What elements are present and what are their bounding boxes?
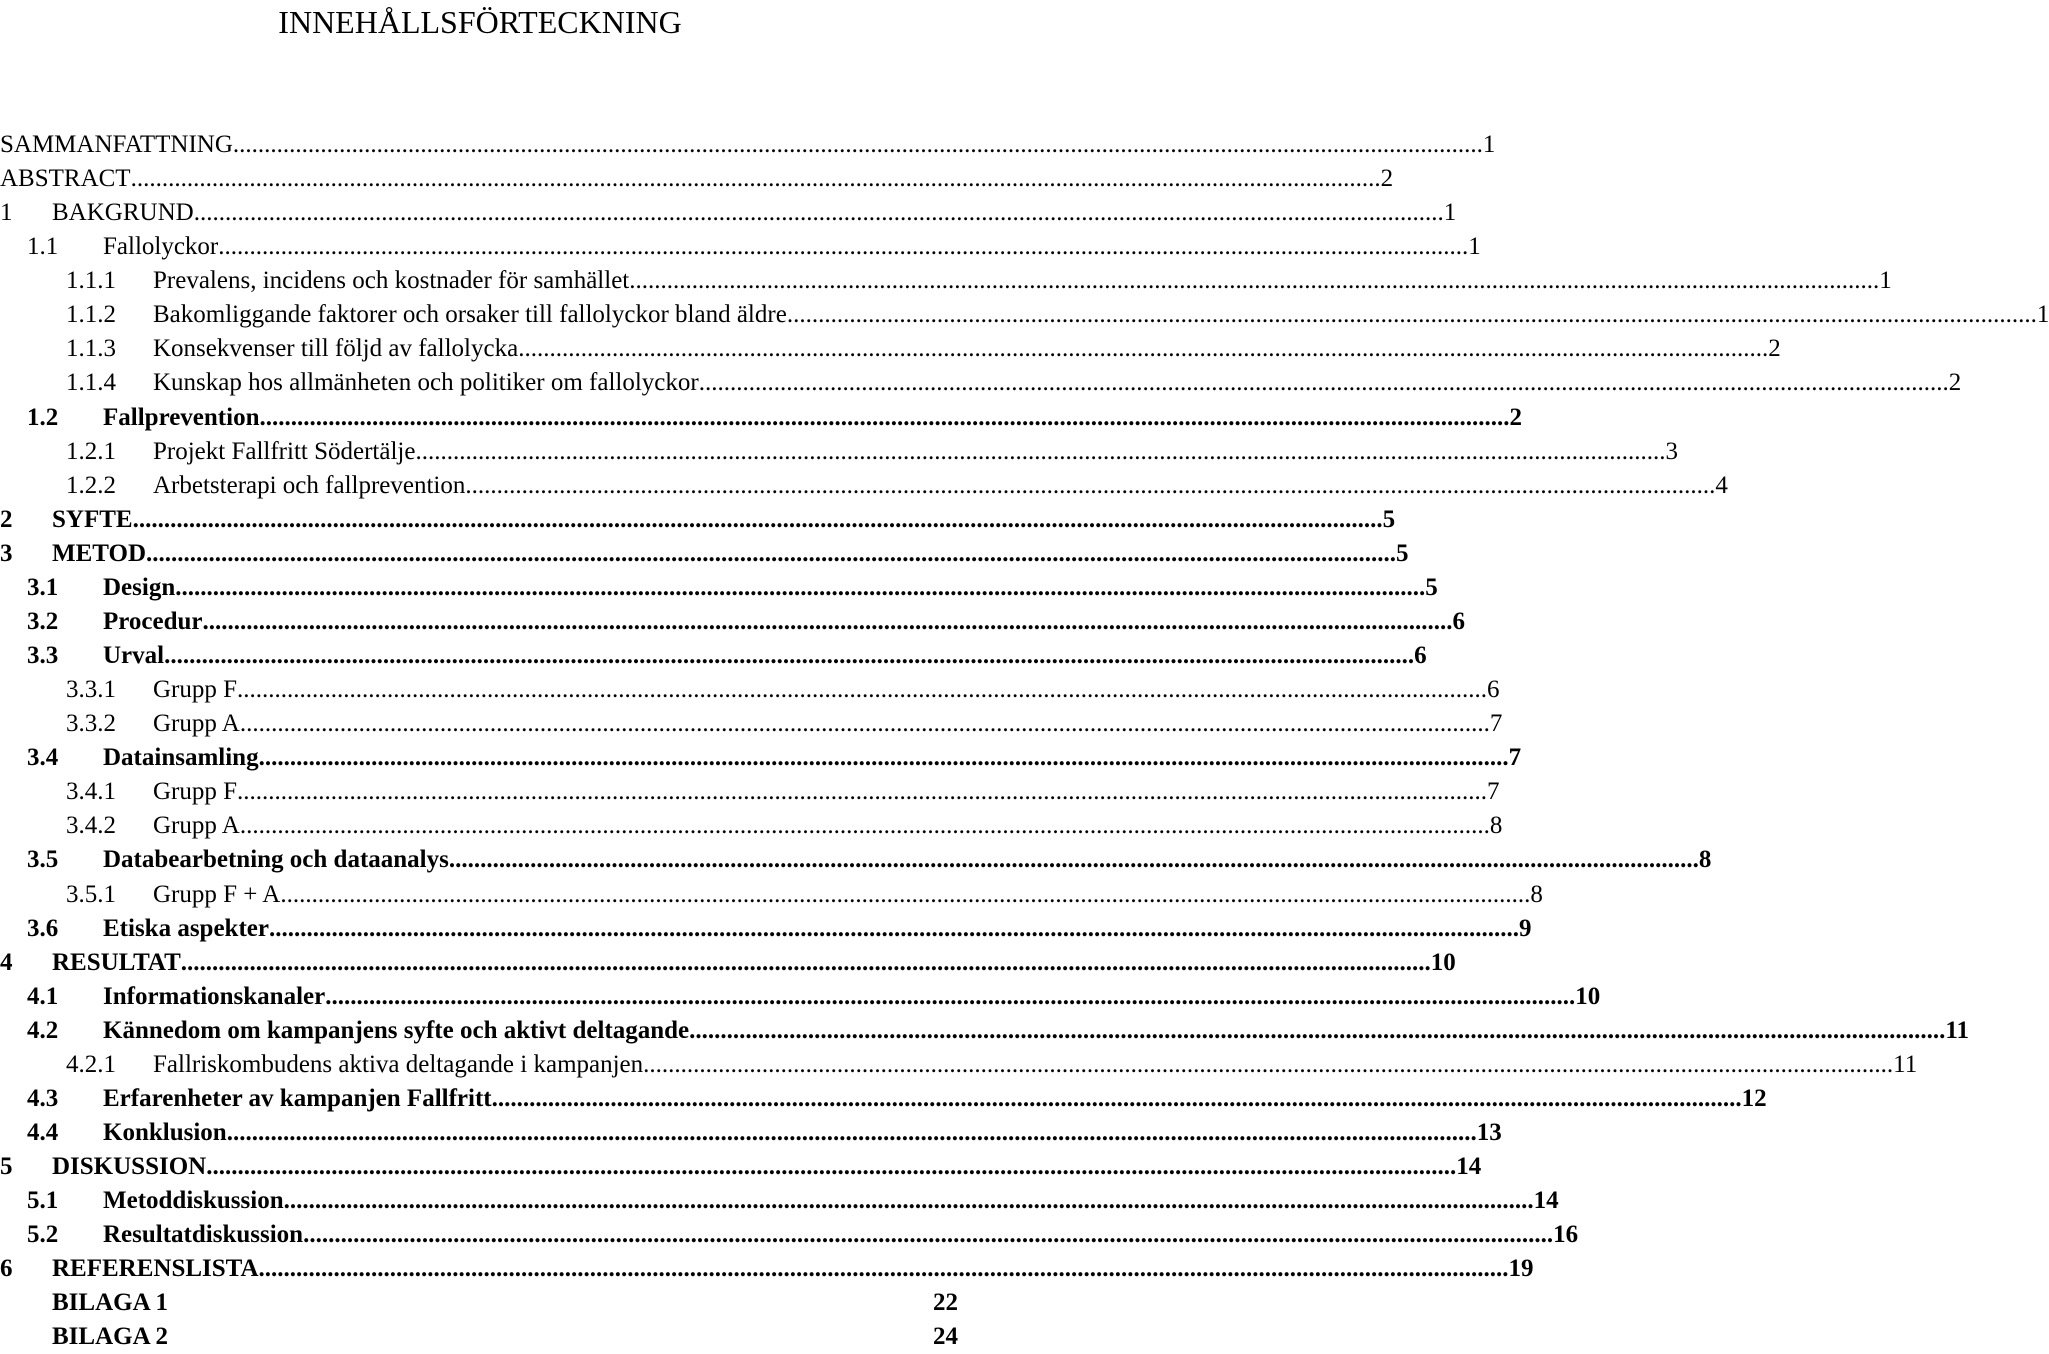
toc-entry[interactable] xyxy=(0,1184,1559,1218)
leader-dots: ........................................................................................................................................................................................................ xyxy=(258,744,1509,772)
toc-entry[interactable] xyxy=(0,230,1481,264)
toc-entry-page-number: 8 xyxy=(1530,878,1543,912)
toc-entry-number: 3.6 xyxy=(27,914,59,942)
toc-entry-number: 6 xyxy=(0,1255,13,1283)
toc-entry-number: 5.2 xyxy=(27,1221,59,1249)
toc-entry[interactable] xyxy=(0,128,1496,162)
toc-entry-page-number: 2 xyxy=(1381,162,1394,196)
toc-entry-page-number: 8 xyxy=(1490,809,1503,843)
toc-entry-page-number: 9 xyxy=(1519,912,1532,946)
toc-entry-number: 1.1.1 xyxy=(66,267,116,295)
toc-entry-page-number: 24 xyxy=(933,1320,958,1354)
toc-entry-number: 1.1 xyxy=(27,233,59,261)
toc-entry-title: Konsekvenser till följd av fallolycka xyxy=(153,332,518,366)
toc-entry[interactable] xyxy=(0,537,1409,571)
toc-entry-title: Informationskanaler xyxy=(103,980,325,1014)
leader-dots: ........................................................................................................................................................................................................ xyxy=(218,233,1469,261)
leader-dots: ........................................................................................................................................................................................................ xyxy=(695,1016,1946,1044)
leader-dots: ........................................................................................................................................................................................................ xyxy=(239,710,1490,738)
toc-entry-number: 4 xyxy=(0,948,13,976)
toc-entry[interactable] xyxy=(0,741,1522,775)
toc-entry[interactable] xyxy=(0,946,1456,980)
toc-entry-number: 1 xyxy=(0,199,13,227)
leader-dots: ........................................................................................................................................................................................................ xyxy=(258,1255,1509,1283)
toc-entry-page-number: 3 xyxy=(1665,435,1678,469)
leader-dots: ........................................................................................................................................................................................................ xyxy=(643,1050,1894,1078)
toc-entry-title: BAKGRUND xyxy=(52,196,194,230)
toc-entry-page-number: 1 xyxy=(2037,298,2049,332)
toc-entry-page-number: 1 xyxy=(1483,128,1496,162)
leader-dots: ........................................................................................................................................................................................................ xyxy=(226,1119,1477,1147)
toc-entry-title: SYFTE xyxy=(52,503,133,537)
toc-entry-title: Procedur xyxy=(103,605,203,639)
leader-dots: ........................................................................................................................................................................................................ xyxy=(206,1153,1457,1181)
toc-entry-page-number: 16 xyxy=(1553,1218,1578,1252)
toc-entry-page-number: 19 xyxy=(1509,1252,1534,1286)
toc-entry-title: RESULTAT xyxy=(52,946,181,980)
toc-entry-title: BILAGA 2 xyxy=(52,1320,168,1354)
toc-entry[interactable] xyxy=(0,878,1543,912)
toc-entry-page-number: 6 xyxy=(1487,673,1500,707)
toc-entry-title: Projekt Fallfritt Södertälje xyxy=(153,435,415,469)
toc-entry-page-number: 7 xyxy=(1487,775,1500,809)
leader-dots: ........................................................................................................................................................................................................ xyxy=(132,505,1383,533)
toc-entry-title: SAMMANFATTNING xyxy=(0,128,233,162)
toc-entry-title: Resultatdiskussion xyxy=(103,1218,303,1252)
toc-entry[interactable] xyxy=(0,1252,1534,1286)
leader-dots: ........................................................................................................................................................................................................ xyxy=(280,880,1531,908)
toc-entry[interactable] xyxy=(0,435,1678,469)
leader-dots: ........................................................................................................................................................................................................ xyxy=(698,369,1949,397)
toc-entry-title: Grupp F xyxy=(153,775,237,809)
toc-entry-page-number: 11 xyxy=(1893,1048,1917,1082)
toc-entry-page-number: 6 xyxy=(1414,639,1427,673)
toc-entry-page-number: 5 xyxy=(1383,503,1396,537)
toc-entry-page-number: 10 xyxy=(1575,980,1600,1014)
toc-entry-page-number: 2 xyxy=(1949,366,1962,400)
toc-entry-title: Kunskap hos allmänheten och politiker om fallolyckor xyxy=(153,366,699,400)
toc-entry[interactable] xyxy=(0,571,1438,605)
toc-entry-number: 3 xyxy=(0,539,13,567)
toc-entry-title: BILAGA 1 xyxy=(52,1286,168,1320)
toc-entry-page-number: 14 xyxy=(1534,1184,1559,1218)
toc-entry-number: 4.3 xyxy=(27,1084,59,1112)
toc-entry-page-number: 2 xyxy=(1768,332,1781,366)
toc-entry-number: 3.3 xyxy=(27,642,59,670)
toc-entry-page-number: 4 xyxy=(1715,469,1728,503)
toc-entry-title: Fallprevention xyxy=(103,401,259,435)
toc-entry-page-number: 7 xyxy=(1509,741,1522,775)
leader-dots: ........................................................................................................................................................................................................ xyxy=(283,1187,1534,1215)
toc-entry-number: 5 xyxy=(0,1153,13,1181)
toc-entry[interactable] xyxy=(0,775,1500,809)
toc-entry[interactable] xyxy=(0,1218,1579,1252)
leader-dots: ........................................................................................................................................................................................................ xyxy=(237,778,1488,806)
toc-entry[interactable] xyxy=(0,469,1728,503)
toc-entry-title: Metoddiskussion xyxy=(103,1184,284,1218)
toc-entry-title: REFERENSLISTA xyxy=(52,1252,259,1286)
toc-entry-number: 3.3.1 xyxy=(66,676,116,704)
toc-entry-title: Arbetsterapi och fallprevention xyxy=(153,469,465,503)
page-title: INNEHÅLLSFÖRTECKNING xyxy=(278,4,682,40)
toc-entry-number: 3.4.1 xyxy=(66,778,116,806)
toc-entry[interactable] xyxy=(0,843,1712,877)
toc-entry-page-number: 7 xyxy=(1490,707,1503,741)
leader-dots: ........................................................................................................................................................................................................ xyxy=(325,982,1576,1010)
toc-entry-page-number: 1 xyxy=(1468,230,1481,264)
leader-dots: ........................................................................................................................................................................................................ xyxy=(415,437,1666,465)
leader-dots: ........................................................................................................................................................................................................ xyxy=(629,267,1880,295)
toc-entry-title: Etiska aspekter xyxy=(103,912,269,946)
toc-entry-number: 3.3.2 xyxy=(66,710,116,738)
toc-entry-number: 4.1 xyxy=(27,982,59,1010)
toc-entry-title: Grupp F + A xyxy=(153,878,280,912)
toc-entry-title: Kännedom om kampanjens syfte och aktivt deltagande. xyxy=(103,1014,695,1048)
toc-entry[interactable] xyxy=(0,605,1466,639)
toc-entry-number: 3.2 xyxy=(27,607,59,635)
leader-dots: ........................................................................................................................................................................................................ xyxy=(303,1221,1554,1249)
leader-dots: ........................................................................................................................................................................................................ xyxy=(237,676,1488,704)
toc-entry-title: Erfarenheter av kampanjen Fallfritt xyxy=(103,1082,492,1116)
toc-entry[interactable] xyxy=(0,639,1427,673)
toc-entry-number: 5.1 xyxy=(27,1187,59,1215)
leader-dots: ........................................................................................................................................................................................................ xyxy=(180,948,1431,976)
toc-entry-page-number: 13 xyxy=(1477,1116,1502,1150)
toc-entry-number: 3.1 xyxy=(27,573,59,601)
toc-entry-title: Konklusion xyxy=(103,1116,227,1150)
leader-dots: ........................................................................................................................................................................................................ xyxy=(259,403,1510,431)
toc-entry-number: 1.1.4 xyxy=(66,369,116,397)
leader-dots: ........................................................................................................................................................................................................ xyxy=(518,335,1769,363)
toc-entry[interactable] xyxy=(0,264,1892,298)
toc-entry-page-number: 8 xyxy=(1699,843,1712,877)
toc-entry-title: Grupp F xyxy=(153,673,237,707)
toc-entry-page-number: 22 xyxy=(933,1286,958,1320)
toc-entry[interactable] xyxy=(0,298,2049,332)
leader-dots: ........................................................................................................................................................................................................ xyxy=(491,1084,1742,1112)
toc-entry-title: Databearbetning och dataanalys xyxy=(103,843,449,877)
leader-dots: ........................................................................................................................................................................................................ xyxy=(786,301,2037,329)
toc-entry-page-number: 6 xyxy=(1453,605,1466,639)
toc-entry[interactable] xyxy=(0,366,1962,400)
toc-entry-title: Prevalens, incidens och kostnader för samhället xyxy=(153,264,629,298)
toc-entry[interactable] xyxy=(0,809,1503,843)
toc-entry-title: DISKUSSION xyxy=(52,1150,206,1184)
toc-entry[interactable] xyxy=(0,912,1532,946)
toc-entry-number: 1.1.3 xyxy=(66,335,116,363)
leader-dots: ........................................................................................................................................................................................................ xyxy=(448,846,1699,874)
leader-dots: ........................................................................................................................................................................................................ xyxy=(146,539,1396,567)
toc-entry-title: Design xyxy=(103,571,175,605)
toc-entry[interactable] xyxy=(0,1320,958,1354)
toc-entry-title: Datainsamling xyxy=(103,741,259,775)
leader-dots: ........................................................................................................................................................................................................ xyxy=(465,471,1716,499)
leader-dots: ........................................................................................................................................................................................................ xyxy=(164,642,1415,670)
leader-dots: ........................................................................................................................................................................................................ xyxy=(202,607,1453,635)
toc-entry[interactable] xyxy=(0,1116,1502,1150)
toc-entry-number: 4.2.1 xyxy=(66,1050,116,1078)
toc-entry-number: 3.4.2 xyxy=(66,812,116,840)
toc-entry[interactable] xyxy=(0,1014,1970,1048)
toc-entry-number: 3.5.1 xyxy=(66,880,116,908)
toc-entry-title: Bakomliggande faktorer och orsaker till fallolyckor bland äldre xyxy=(153,298,787,332)
toc-entry-title: Fallolyckor xyxy=(103,230,218,264)
toc-entry-number: 4.4 xyxy=(27,1119,59,1147)
toc-entry-number: 1.1.2 xyxy=(66,301,116,329)
toc-entry[interactable] xyxy=(0,673,1500,707)
toc-entry[interactable] xyxy=(0,196,1457,230)
toc-entry-page-number: 5 xyxy=(1425,571,1438,605)
toc-entry-number: 1.2 xyxy=(27,403,59,431)
toc-entry-page-number: 2 xyxy=(1509,401,1522,435)
leader-dots: ........................................................................................................................................................................................................ xyxy=(239,812,1490,840)
toc-entry-number: 3.5 xyxy=(27,846,59,874)
toc-entry[interactable] xyxy=(0,401,1522,435)
leader-dots: ........................................................................................................................................................................................................ xyxy=(130,165,1381,193)
toc-entry-title: METOD xyxy=(52,537,146,571)
toc-entry[interactable] xyxy=(0,980,1601,1014)
toc-entry[interactable] xyxy=(0,1082,1767,1116)
toc-entry-number: 4.2 xyxy=(27,1016,59,1044)
toc-entry-title: Urval xyxy=(103,639,164,673)
toc-entry-number: 1.2.1 xyxy=(66,437,116,465)
toc-entry-page-number: 11 xyxy=(1945,1014,1969,1048)
toc-entry[interactable] xyxy=(0,1048,1918,1082)
toc-entry[interactable] xyxy=(0,707,1503,741)
toc-entry-title: Fallriskombudens aktiva deltagande i kampanjen xyxy=(153,1048,643,1082)
toc-entry-page-number: 1 xyxy=(1444,196,1457,230)
toc-entry-title: Grupp A xyxy=(153,707,240,741)
leader-dots: ........................................................................................................................................................................................................ xyxy=(268,914,1519,942)
toc-entry-number: 1.2.2 xyxy=(66,471,116,499)
toc-entry-number: 3.4 xyxy=(27,744,59,772)
toc-entry[interactable] xyxy=(0,1286,958,1320)
toc-entry-page-number: 14 xyxy=(1456,1150,1481,1184)
toc-entry-title: ABSTRACT xyxy=(0,162,131,196)
leader-dots: ........................................................................................................................................................................................................ xyxy=(232,131,1483,158)
toc-entry-number: 2 xyxy=(0,505,13,533)
toc-entry[interactable] xyxy=(0,162,1394,196)
toc-entry-page-number: 1 xyxy=(1879,264,1892,298)
leader-dots: ........................................................................................................................................................................................................ xyxy=(193,199,1444,227)
toc-entry[interactable] xyxy=(0,503,1396,537)
toc-entry-page-number: 5 xyxy=(1396,537,1409,571)
leader-dots: ........................................................................................................................................................................................................ xyxy=(175,573,1426,601)
toc-entry-page-number: 12 xyxy=(1742,1082,1767,1116)
toc-entry-title: Grupp A xyxy=(153,809,240,843)
toc-entry-page-number: 10 xyxy=(1431,946,1456,980)
toc-entry[interactable] xyxy=(0,1150,1482,1184)
toc-entry[interactable] xyxy=(0,332,1781,366)
